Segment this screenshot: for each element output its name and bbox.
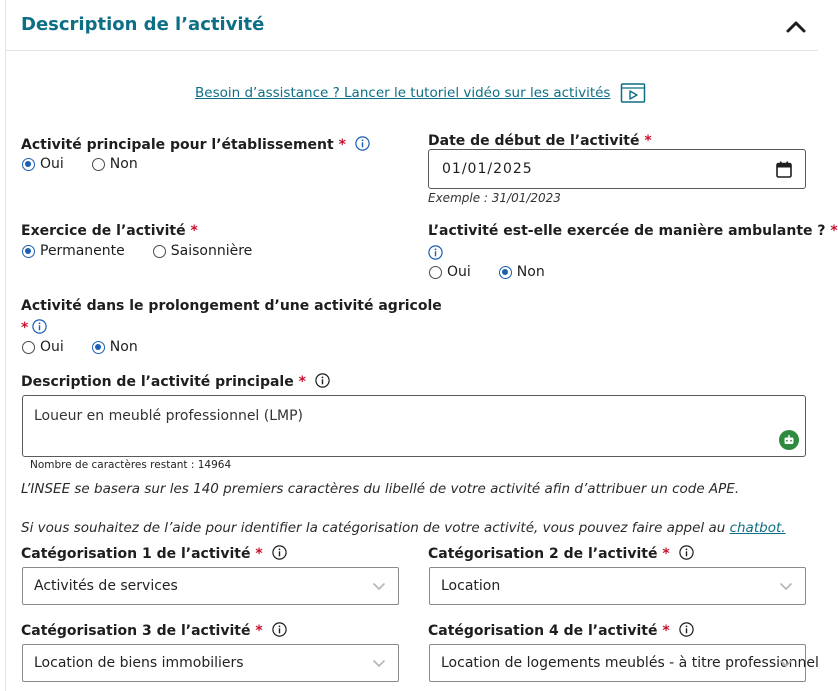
exercise-saisonniere-radio[interactable]: Saisonnière — [153, 243, 253, 259]
agricultural-required-row — [21, 319, 47, 336]
required-mark: * — [644, 133, 652, 149]
info-icon[interactable] — [428, 245, 443, 260]
radio-checked-indicator[interactable] — [22, 158, 35, 171]
chatbot-link[interactable]: chatbot. — [729, 520, 786, 536]
required-mark: * — [298, 374, 306, 390]
radio-indicator[interactable] — [92, 158, 105, 171]
chevron-down-icon — [779, 657, 793, 669]
info-icon[interactable] — [32, 319, 47, 334]
category-1-label: Catégorisation 1 de l’activité * — [21, 545, 287, 562]
category-1-select[interactable]: Activités de services — [22, 567, 399, 605]
agricultural-oui-radio[interactable]: Oui — [22, 339, 64, 355]
main-activity-radios — [22, 156, 166, 172]
chatbot-icon[interactable] — [779, 430, 799, 450]
required-mark: * — [190, 223, 198, 239]
info-icon[interactable] — [315, 373, 330, 388]
category-3-label: Catégorisation 3 de l’activité * — [21, 622, 287, 639]
category-3-select[interactable]: Location de biens immobiliers — [22, 644, 399, 682]
ambulant-non-radio[interactable]: Non — [499, 264, 545, 280]
required-mark: * — [255, 546, 263, 562]
chevron-down-icon — [372, 657, 386, 669]
video-play-icon[interactable] — [620, 82, 646, 104]
required-mark: * — [255, 623, 263, 639]
description-textarea[interactable]: Loueur en meublé professionnel (LMP) — [22, 395, 806, 457]
insee-note: L’INSEE se basera sur les 140 premiers caractères du libellé de votre activité afin d’attribuer un code APE. — [21, 481, 740, 497]
tutorial-video-link[interactable]: Besoin d’assistance ? Lancer le tutoriel vidéo sur les activités — [195, 85, 611, 101]
ambulant-label: L’activité est-elle exercée de manière ambulante ? * — [428, 223, 838, 239]
required-mark: * — [338, 137, 346, 153]
exercise-label: Exercice de l’activité * — [21, 223, 198, 239]
main-activity-non-radio[interactable]: Non — [92, 156, 138, 172]
calendar-icon[interactable] — [776, 161, 792, 178]
exercise-radios — [22, 243, 280, 259]
radio-indicator[interactable] — [429, 266, 442, 279]
required-mark: * — [830, 223, 838, 239]
required-mark: * — [662, 623, 670, 639]
section-header[interactable] — [6, 0, 818, 51]
chevron-up-icon[interactable] — [784, 16, 808, 36]
radio-checked-indicator[interactable] — [22, 245, 35, 258]
start-date-label: Date de début de l’activité * — [428, 133, 652, 149]
agricultural-non-radio[interactable]: Non — [92, 339, 138, 355]
info-icon[interactable] — [272, 545, 287, 560]
char-counter: Nombre de caractères restant : 14964 — [30, 459, 232, 471]
chevron-down-icon — [779, 580, 793, 592]
ambulant-radios — [429, 264, 573, 280]
info-icon[interactable] — [272, 622, 287, 637]
help-row — [195, 82, 646, 104]
ambulant-oui-radio[interactable]: Oui — [429, 264, 471, 280]
main-activity-oui-radio[interactable]: Oui — [22, 156, 64, 172]
start-date-input[interactable]: 01/01/2025 — [428, 149, 806, 189]
info-icon[interactable] — [679, 622, 694, 637]
main-activity-label: Activité principale pour l’établissement * — [21, 136, 370, 153]
exercise-permanente-radio[interactable]: Permanente — [22, 243, 125, 259]
radio-checked-indicator[interactable] — [92, 341, 105, 354]
info-icon[interactable] — [679, 545, 694, 560]
category-2-select[interactable]: Location — [429, 567, 806, 605]
radio-checked-indicator[interactable] — [499, 266, 512, 279]
description-label: Description de l’activité principale * — [21, 373, 330, 390]
activity-description-panel — [5, 0, 838, 691]
required-mark: * — [21, 320, 29, 336]
info-icon[interactable] — [355, 136, 370, 151]
category-4-select[interactable]: Location de logements meublés - à titre professionnel — [429, 644, 806, 682]
section-title: Description de l’activité — [21, 14, 265, 35]
chevron-down-icon — [372, 580, 386, 592]
category-4-label: Catégorisation 4 de l’activité * — [428, 622, 694, 639]
start-date-hint: Exemple : 31/01/2023 — [428, 191, 561, 205]
radio-indicator[interactable] — [22, 341, 35, 354]
agricultural-label: Activité dans le prolongement d’une activité agricole — [21, 298, 442, 314]
agricultural-radios — [22, 339, 166, 355]
radio-indicator[interactable] — [153, 245, 166, 258]
category-2-label: Catégorisation 2 de l’activité * — [428, 545, 694, 562]
chatbot-note: Si vous souhaitez de l’aide pour identifier la catégorisation de votre activité, vous pouvez faire appel au chatbot. — [21, 520, 786, 536]
required-mark: * — [662, 546, 670, 562]
